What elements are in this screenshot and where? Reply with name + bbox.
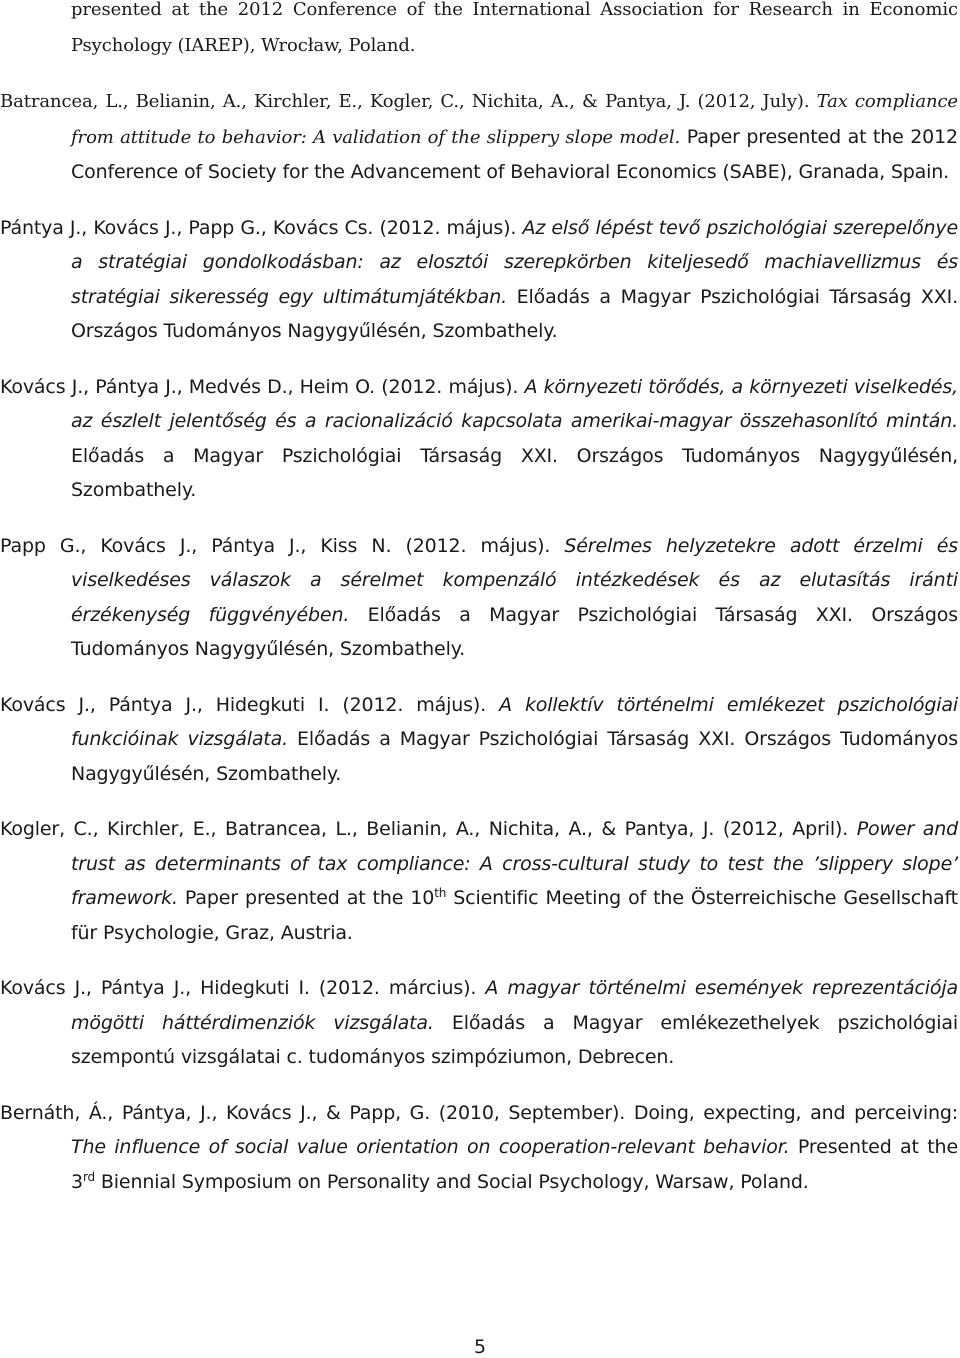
reference-entry (0, 812, 958, 950)
reference-title: Power and trust as determinants of tax compliance: A cross-cultural study to test the ’slippery slope’ framework. (71, 818, 958, 909)
reference-authors: Pántya J., Kovács J., Papp G., Kovács Cs. (2012. május). (0, 216, 523, 239)
reference-entry (0, 971, 958, 1075)
reference-venue: Paper presented at the 10 (177, 887, 435, 909)
reference-entry-continued (0, 0, 958, 63)
reference-authors: Kogler, C., Kirchler, E., Batrancea, L., Belianin, A., Nichita, A., & Pantya, J. (2012, April). (0, 818, 857, 840)
reference-title: A magyar történelmi események reprezentációja mögötti háttérdimenziók vizsgálata. (71, 977, 958, 1034)
reference-venue: Presented at the 3 (71, 1136, 958, 1193)
reference-venue: Előadás a Magyar Pszichológiai Társaság XXI. Országos Tudományos Nagygyűlésén, Szombathely. (71, 728, 958, 785)
reference-authors: Batrancea, L., Belianin, A., Kirchler, E., Kogler, C., Nichita, A., & Pantya, J. (2012, July). (0, 91, 817, 112)
reference-authors: Papp G., Kovács J., Pántya J., Kiss N. (2012. május). (0, 534, 565, 557)
reference-title: A környezeti törődés, a környezeti viselkedés, az észlelt jelentőség és a racionalizáció kapcsolata amerikai-magyar összehasonlító mintán. (71, 375, 958, 432)
reference-venue: Előadás a Magyar Pszichológiai Társaság XXI. Országos Tudományos Nagygyűlésén, Szombathely. (71, 603, 958, 660)
reference-authors: Kovács J., Pántya J., Hidegkuti I. (2012. május). (0, 693, 500, 716)
reference-authors: Kovács J., Pántya J., Medvés D., Heim O. (2012. május). (0, 375, 525, 398)
reference-text: presented at the 2012 Conference of the International Association for Research in Economic Psychology (IAREP), Wrocław, Poland. (71, 0, 958, 56)
reference-authors: Bernáth, Á., Pántya, J., Kovács J., & Papp, G. (2010, September). Doing, expecting, and perceiving: (0, 1101, 958, 1124)
ordinal-superscript: th (434, 886, 447, 900)
reference-entry (0, 211, 958, 349)
reference-venue: Előadás a Magyar Pszichológiai Társaság XXI. Országos Tudományos Nagygyűlésén, Szombathely. (71, 285, 958, 342)
reference-entry (0, 1096, 958, 1200)
ordinal-superscript: rd (82, 1169, 95, 1184)
reference-entry (0, 688, 958, 792)
reference-venue-rest: Biennial Symposium on Personality and Social Psychology, Warsaw, Poland. (95, 1170, 809, 1193)
reference-venue-rest: Scientific Meeting of the Österreichische Gesellschaft für Psychologie, Graz, Austria. (71, 887, 958, 944)
reference-title: Sérelmes helyzetekre adott érzelmi és viselkedéses válaszok a sérelmet kompenzáló intézkedések és az elutasítás iránti érzékenység függvényében. (71, 534, 958, 626)
reference-venue: Előadás a Magyar emlékezethelyek pszichológiai szempontú vizsgálatai c. tudományos szimpóziumon, Debrecen. (71, 1011, 958, 1068)
reference-venue: Paper presented at the 2012 Conference of Society for the Advancement of Behavioral Economics (SABE), Granada, Spain. (71, 125, 958, 183)
reference-authors: Kovács J., Pántya J., Hidegkuti I. (2012. március). (0, 977, 486, 999)
reference-title: Az első lépést tevő pszichológiai szerepelőnye a stratégiai gondolkodásban: az elosztói szerepkörben kiteljesedő machiavellizmus és stratégiai sikeresség egy ultimátumjátékban. (71, 216, 958, 308)
page-number: 5 (473, 1336, 487, 1358)
reference-venue: Előadás a Magyar Pszichológiai Társaság XXI. Országos Tudományos Nagygyűlésén, Szombathely. (71, 444, 958, 501)
reference-entry (0, 84, 958, 190)
reference-title: A kollektív történelmi emlékezet pszichológiai funkcióinak vizsgálata. (71, 693, 958, 750)
reference-title: Tax compliance from attitude to behavior: A validation of the slippery slope model. (71, 91, 958, 148)
reference-entry (0, 370, 958, 508)
reference-entry (0, 529, 958, 667)
reference-title: The influence of social value orientation on cooperation-relevant behavior. (71, 1136, 790, 1158)
